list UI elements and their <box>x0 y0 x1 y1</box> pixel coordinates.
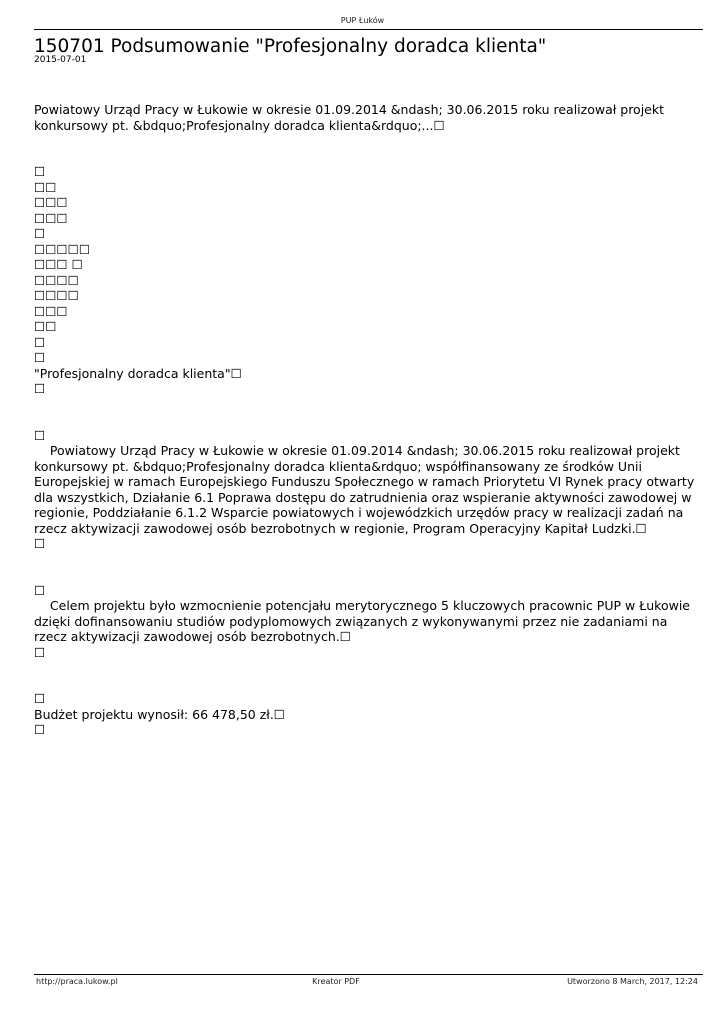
box-glyph-list <box>34 164 696 366</box>
page-footer <box>36 977 698 989</box>
article-body <box>34 102 699 738</box>
paragraph-funding: Powiatowy Urząd Pracy w Łukowie w okresie 01.09.2014 &ndash; 30.06.2015 roku realizował projekt konkursowy pt. &bdquo;Profesjonalny doradca klienta&rdquo; współfinansowany ze środków Unii Europejskiej w ramach Europejskiego Funduszu Społecznego w ramach Priorytetu VI Rynek pracy otwarty dla wszystkich, Działanie 6.1 Poprawa dostępu do zatrudnienia oraz wspieranie aktywności zawodowej w regionie, Poddziałanie 6.1.2 Wsparcie powiatowych i wojewódzkich urzędów pracy w realizacji zadań na rzecz aktywizacji zawodowej osób bezrobotnych w regionie, Program Operacyjny Kapitał Ludzki.☐ <box>34 443 699 536</box>
box-line: ☐☐ <box>34 319 57 334</box>
header-rule <box>34 29 703 30</box>
box-line: ☐ <box>34 536 46 551</box>
budget-line: Budżet projektu wynosił: 66 478,50 zł.☐ <box>34 706 286 722</box>
box-line: ☐☐ <box>34 179 57 195</box>
box-line: ☐ <box>34 427 46 443</box>
intro-paragraph: Powiatowy Urząd Pracy w Łukowie w okresie 01.09.2014 &ndash; 30.06.2015 roku realizował projekt konkursowy pt. &bdquo;Profesjonalny doradca klienta&rdquo;...☐ <box>34 102 668 133</box>
footer-generator: Kreator PDF <box>312 977 360 986</box>
subtitle: "Profesjonalny doradca klienta"☐ <box>34 365 242 381</box>
box-line: ☐☐☐ <box>34 303 68 319</box>
box-line: ☐ <box>34 722 46 737</box>
footer-url: http://praca.lukow.pl <box>36 977 118 986</box>
box-line: ☐ <box>34 691 46 706</box>
box-line: ☐ <box>34 226 46 241</box>
box-line: ☐☐☐☐☐ <box>34 241 91 257</box>
box-line: ☐ <box>34 334 46 350</box>
page-title: 150701 Podsumowanie "Profesjonalny doradca klienta" <box>34 36 547 57</box>
box-line: ☐ <box>34 381 46 396</box>
page-header-site: PUP Łuków <box>340 16 385 25</box>
box-line: ☐ <box>34 350 46 365</box>
box-line: ☐ <box>34 582 46 598</box>
paragraph-goal: Celem projektu było wzmocnienie potencjału merytorycznego 5 kluczowych pracownic PUP w Łukowie dzięki dofinansowaniu studiów podyplomowych związanych z wykonywanymi przez nie zadaniami na rzecz aktywizacji zawodowej osób bezrobotnych.☐ <box>34 598 694 644</box>
box-line: ☐ <box>34 644 46 660</box>
box-line: ☐☐☐ <box>34 210 68 226</box>
publish-date: 2015-07-01 <box>34 55 87 65</box>
box-line: ☐☐☐☐ <box>34 288 79 303</box>
footer-rule <box>34 974 703 975</box>
box-line: ☐☐☐ <box>34 195 68 210</box>
box-line: ☐☐☐ ☐ <box>34 257 83 272</box>
box-line: ☐☐☐☐ <box>34 272 79 288</box>
box-line: ☐ <box>34 164 46 179</box>
footer-created: Utworzono 8 March, 2017, 12:24 <box>567 977 698 986</box>
